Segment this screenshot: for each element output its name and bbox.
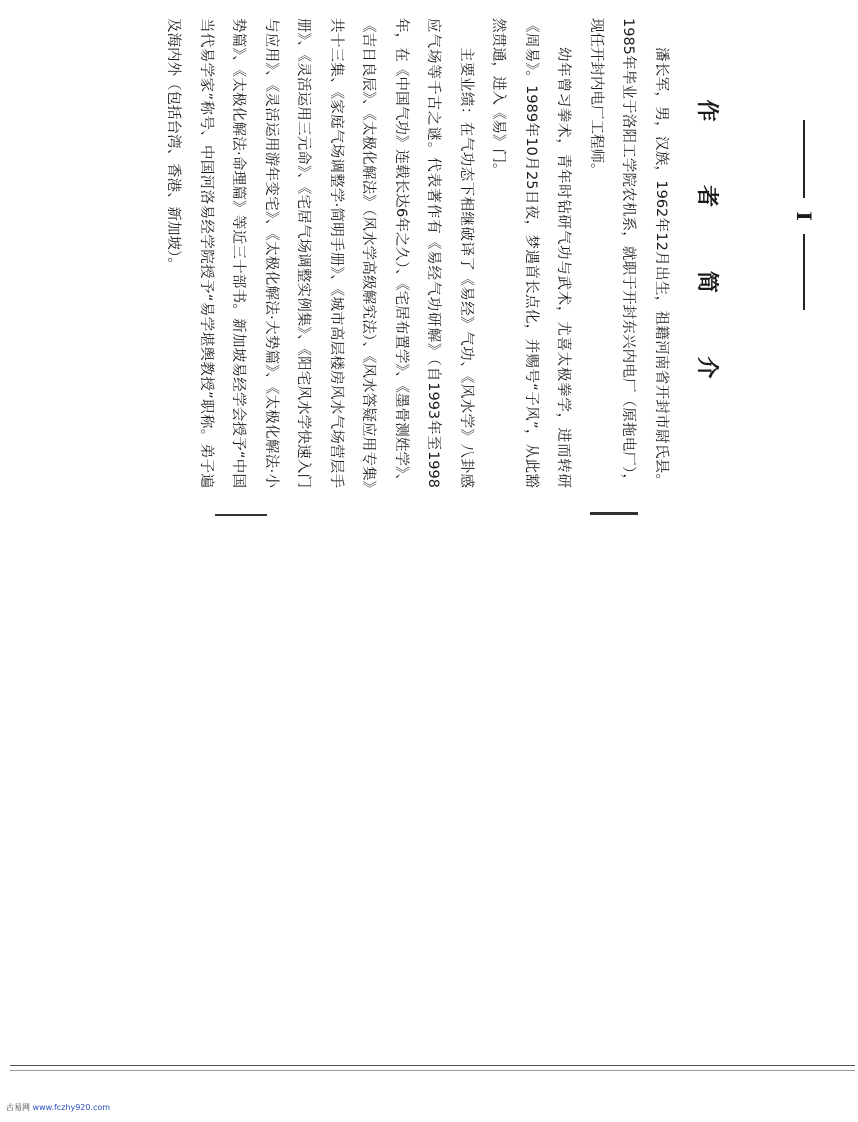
page-number-block [775,120,835,310]
rotated-text-block [110,18,730,488]
page-number-rule-top [803,120,805,198]
paragraph-achievements: 主要业绩：在气功态下相继破译了《易经》气功、《风水学》八卦感应气场等千古之谜。代表著作有《易经气功研解》（自1993年至1998年，在《中国气功》连载长达6年之久）、《宅居布置学》、《墨骨测姓学》、《吉日良辰》、《太极化解法》（风水学高级解究法）、《风水答疑应用专集》共十三集、《家庭气场调整学·简明手册》、《城市高层楼房风水气场营层手册》、《灵活运用三元命》、《宅居气场调整实例集》、《阳宅风水学快速入门与应用》、《灵活运用游年变宅》、《太极化解法·大势篇》、《太极化解法·小势篇》、《太极化解法·命理篇》等近三十部书。新加坡易经学会授予“中国当代易学家”称号、中国河洛易经学院授予“易学堪舆教授”职称。弟子遍及海内外（包括台湾、香港、新加坡）。 [165,18,474,488]
paragraph-bio: 潘长军，男，汉族，1962年12月出生，祖籍河南省开封市尉氏县。1985年毕业于洛阳工学院农机系，就职于开封东兴内电厂（原拖电厂），现任开封内电厂工程师。 [588,18,669,488]
scan-mark-right [590,512,638,515]
page-title: 作 者 简 介 [694,99,719,407]
paragraph-early-life: 幼年曾习拳术，青年时钻研气功与武术，尤喜太极拳学，进而转研《周易》。1989年10月25日夜，梦遇首长点化，并赐号“子风”，从此豁然贯通，进入《易》门。 [490,18,572,488]
page-number: I [792,211,816,221]
watermark-site-label: 古易网 [6,1103,30,1112]
site-watermark [6,1102,110,1113]
watermark-url[interactable]: www.fczhy920.com [32,1103,111,1112]
bottom-rule-2 [10,1070,855,1071]
bottom-rule-1 [10,1065,855,1066]
scan-mark-left [215,514,267,516]
page-number-rule-bottom [803,234,805,310]
